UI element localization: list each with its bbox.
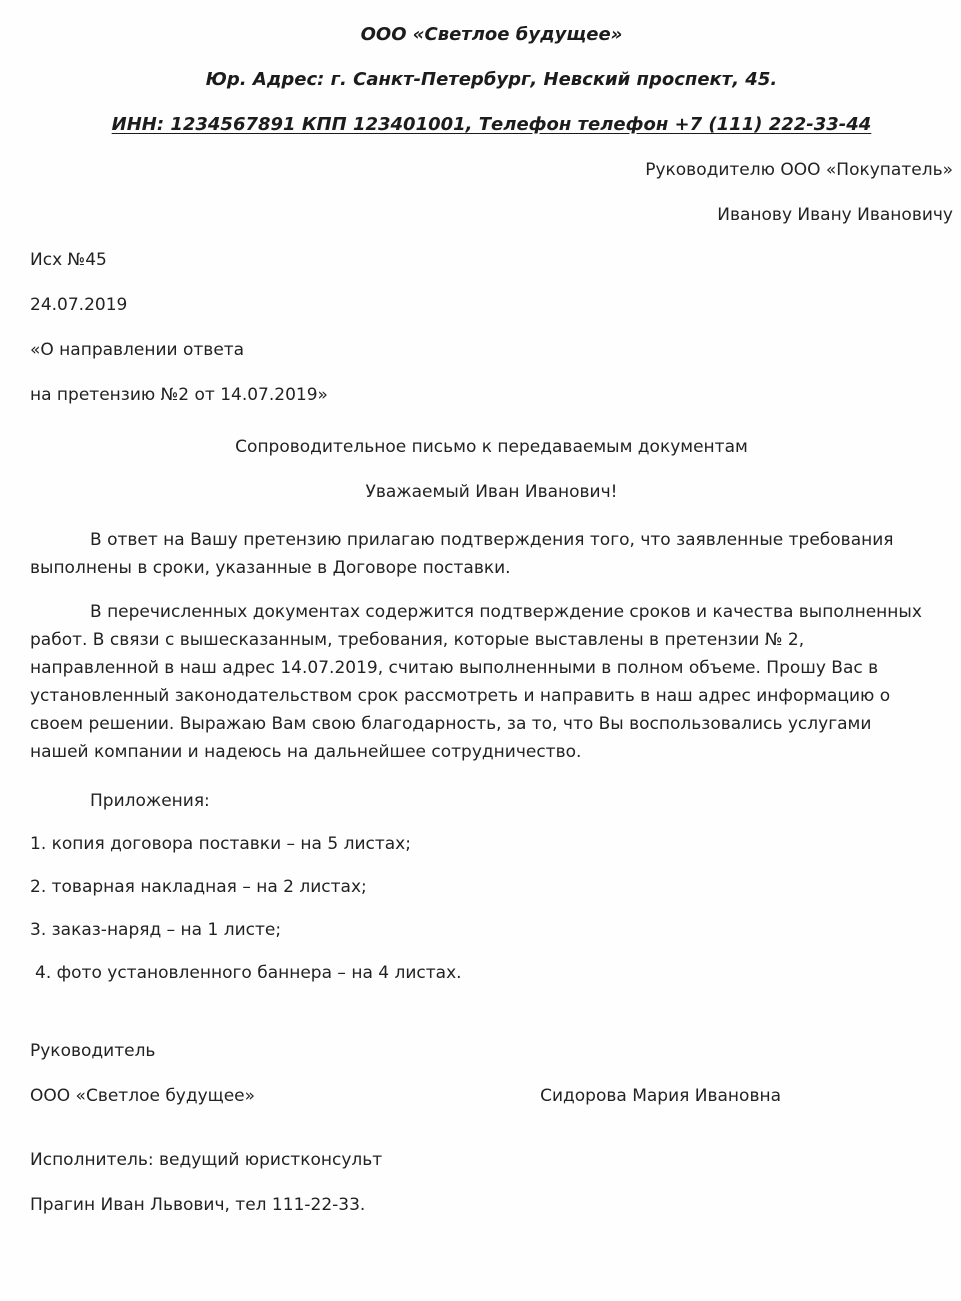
executor-block bbox=[30, 1149, 953, 1216]
letterhead-company: ООО «Светлое будущее» bbox=[360, 24, 623, 45]
attachment-item: 1. копия договора поставки – на 5 листах; bbox=[30, 834, 411, 854]
outgoing-reference-block bbox=[30, 249, 953, 406]
letter-body bbox=[30, 526, 953, 766]
executor-title: Исполнитель: ведущий юристконсульт bbox=[30, 1150, 383, 1170]
body-paragraph-2: В перечисленных документах содержится подтверждение сроков и качества выполненных работ. В связи с вышесказанным, требования, которые выставлены в претензии № 2, направленной в наш адрес 14.07.2019, считаю выполненными в полном объеме. Прошу Вас в установленный законодательством срок рассмотреть и направить в наш адрес информацию о своем решении. Выражаю Вам свою благодарность, за то, что Вы воспользовались услугами нашей компании и надеюсь на дальнейшее сотрудничество. bbox=[30, 602, 922, 762]
signature-block bbox=[30, 1040, 953, 1107]
title-block bbox=[30, 436, 953, 503]
signer-company: ООО «Светлое будущее» bbox=[30, 1086, 256, 1106]
letterhead bbox=[30, 24, 953, 136]
executor-contact: Прагин Иван Львович, тел 111-22-33. bbox=[30, 1195, 366, 1215]
letterhead-requisites: ИНН: 1234567891 КПП 123401001, Телефон телефон +7 (111) 222-33-44 bbox=[111, 114, 872, 135]
outgoing-number: Исх №45 bbox=[30, 250, 107, 270]
letterhead-address: Юр. Адрес: г. Санкт-Петербург, Невский проспект, 45. bbox=[205, 69, 778, 90]
subject-line-1: «О направлении ответа bbox=[30, 340, 245, 360]
subject-line-2: на претензию №2 от 14.07.2019» bbox=[30, 385, 328, 405]
signer-name: Сидорова Мария Ивановна bbox=[540, 1086, 781, 1106]
attachment-item: 4. фото установленного баннера – на 4 листах. bbox=[35, 963, 462, 983]
salutation: Уважаемый Иван Иванович! bbox=[365, 482, 618, 502]
attachments-label: Приложения: bbox=[90, 791, 210, 811]
recipient-line-2: Иванову Ивану Ивановичу bbox=[717, 205, 953, 225]
recipient-block bbox=[30, 159, 953, 226]
attachment-item: 3. заказ-наряд – на 1 листе; bbox=[30, 920, 282, 940]
body-paragraph-1: В ответ на Вашу претензию прилагаю подтверждения того, что заявленные требования выполнены в сроки, указанные в Договоре поставки. bbox=[30, 530, 894, 578]
attachment-item: 2. товарная накладная – на 2 листах; bbox=[30, 877, 367, 897]
attachments-block bbox=[30, 790, 953, 984]
signer-position: Руководитель bbox=[30, 1041, 156, 1061]
signature-row bbox=[30, 1085, 953, 1107]
document-title: Сопроводительное письмо к передаваемым документам bbox=[235, 437, 748, 457]
recipient-line-1: Руководителю ООО «Покупатель» bbox=[645, 160, 953, 180]
outgoing-date: 24.07.2019 bbox=[30, 295, 128, 315]
